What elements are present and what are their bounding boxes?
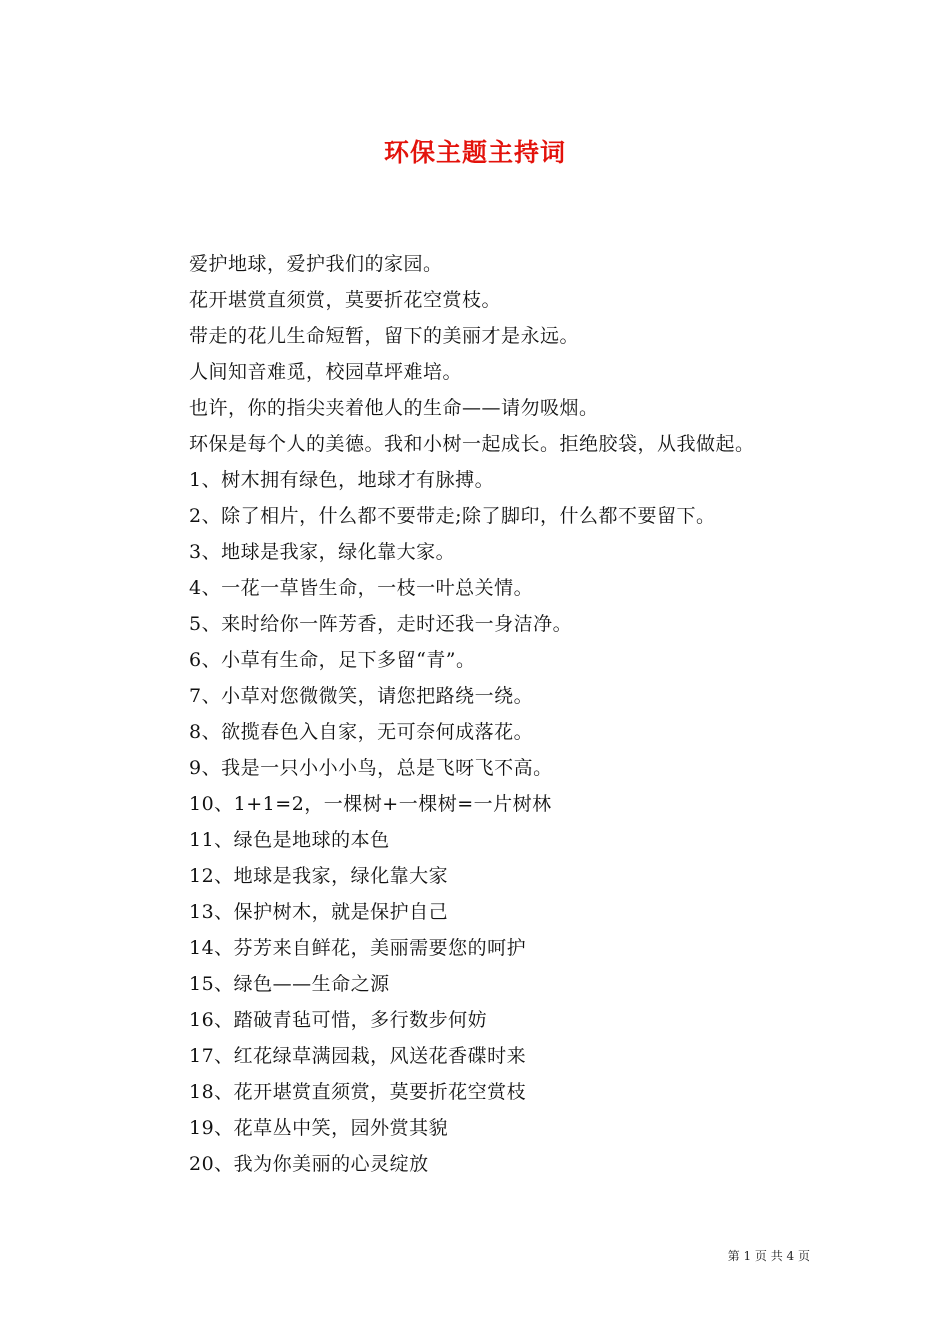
list-item: 6、小草有生命，足下多留“青”。 <box>189 649 476 671</box>
list-item: 3、地球是我家，绿化靠大家。 <box>189 541 456 563</box>
paragraph-1: 爱护地球，爱护我们的家园。 <box>189 253 443 275</box>
list-item: 2、除了相片，什么都不要带走;除了脚印，什么都不要留下。 <box>189 505 716 527</box>
paragraph-3: 带走的花儿生命短暂，留下的美丽才是永远。 <box>189 325 580 347</box>
list-item: 9、我是一只小小小鸟，总是飞呀飞不高。 <box>189 757 553 779</box>
document-title: 环保主题主持词 <box>383 138 566 167</box>
list-item: 8、欲揽春色入自家，无可奈何成落花。 <box>189 721 534 743</box>
list-item: 19、花草丛中笑，园外赏其貌 <box>189 1117 449 1139</box>
list-item: 16、踏破青毡可惜，多行数步何妨 <box>189 1009 488 1031</box>
paragraph-4: 人间知音难觅，校园草坪难培。 <box>189 361 463 383</box>
list-item: 18、花开堪赏直须赏，莫要折花空赏枝 <box>189 1081 527 1103</box>
list-item: 7、小草对您微微笑，请您把路绕一绕。 <box>189 685 534 707</box>
paragraph-5: 也许，你的指尖夹着他人的生命——请勿吸烟。 <box>189 397 599 419</box>
list-item: 17、红花绿草满园栽，风送花香碟时来 <box>189 1045 527 1067</box>
list-item: 4、一花一草皆生命，一枝一叶总关情。 <box>189 577 534 599</box>
paragraph-6: 环保是每个人的美德。我和小树一起成长。拒绝胶袋，从我做起。 <box>189 433 755 455</box>
list-item: 10、1+1=2，一棵树+一棵树=一片树林 <box>189 793 552 815</box>
list-item: 11、绿色是地球的本色 <box>189 829 390 851</box>
list-item: 15、绿色——生命之源 <box>189 973 390 995</box>
page-number: 第 1 页 共 4 页 <box>727 1249 810 1263</box>
list-item: 20、我为你美丽的心灵绽放 <box>189 1153 429 1175</box>
paragraph-2: 花开堪赏直须赏，莫要折花空赏枝。 <box>189 289 502 311</box>
list-item: 12、地球是我家，绿化靠大家 <box>189 865 449 887</box>
list-item: 13、保护树木，就是保护自己 <box>189 901 449 923</box>
list-item: 5、来时给你一阵芳香，走时还我一身洁净。 <box>189 613 573 635</box>
list-item: 1、树木拥有绿色，地球才有脉搏。 <box>189 469 495 491</box>
list-item: 14、芬芳来自鲜花，美丽需要您的呵护 <box>189 937 527 959</box>
document-body <box>143 246 808 1182</box>
